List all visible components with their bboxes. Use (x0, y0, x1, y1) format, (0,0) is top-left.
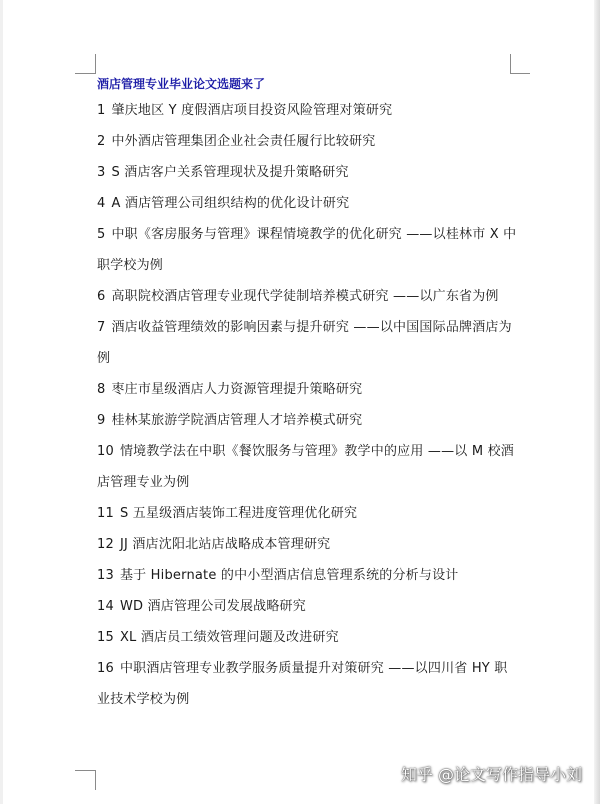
crop-mark-bottom-left (95, 770, 96, 790)
item-number: 3 (97, 165, 106, 180)
topic-list (97, 95, 517, 715)
item-text: 酒店收益管理绩效的影响因素与提升研究 ——以中国国际品牌酒店为例 (97, 320, 512, 366)
list-item (97, 653, 517, 715)
item-text: 中职酒店管理专业教学服务质量提升对策研究 ——以四川省 HY 职业技术学校为例 (97, 661, 508, 707)
item-text: 肇庆地区 Y 度假酒店项目投资风险管理对策研究 (111, 103, 393, 118)
item-number: 11 (97, 506, 114, 521)
list-item (97, 374, 517, 405)
crop-mark-top-left (95, 54, 96, 74)
item-number: 4 (97, 196, 106, 211)
page-edge-right (594, 0, 600, 804)
item-number: 12 (97, 537, 114, 552)
item-text: S 酒店客户关系管理现状及提升策略研究 (111, 165, 349, 180)
item-number: 5 (97, 227, 106, 242)
item-number: 2 (97, 134, 106, 149)
list-item (97, 157, 517, 188)
item-number: 16 (97, 661, 114, 676)
item-number: 14 (97, 599, 114, 614)
page-edge-left (0, 0, 3, 804)
list-item (97, 529, 517, 560)
crop-mark-top-left (75, 73, 95, 74)
list-item (97, 312, 517, 374)
list-item (97, 436, 517, 498)
item-text: WD 酒店管理公司发展战略研究 (119, 599, 306, 614)
crop-mark-top-right (510, 54, 511, 74)
list-item (97, 95, 517, 126)
item-text: 中外酒店管理集团企业社会责任履行比较研究 (111, 134, 376, 149)
watermark: 知乎 @论文写作指导小刘 (400, 765, 582, 784)
list-item (97, 622, 517, 653)
item-text: 桂林某旅游学院酒店管理人才培养模式研究 (111, 413, 363, 428)
item-number: 8 (97, 382, 106, 397)
item-text: S 五星级酒店装饰工程进度管理优化研究 (119, 506, 358, 521)
item-number: 9 (97, 413, 106, 428)
item-number: 15 (97, 630, 114, 645)
item-text: 中职《客房服务与管理》课程情境教学的优化研究 ——以桂林市 X 中职学校为例 (97, 227, 517, 273)
item-text: XL 酒店员工绩效管理问题及改进研究 (119, 630, 339, 645)
item-text: 情境教学法在中职《餐饮服务与管理》教学中的应用 ——以 M 校酒店管理专业为例 (97, 444, 514, 490)
crop-mark-bottom-left (75, 770, 95, 771)
document-title: 酒店管理专业毕业论文选题来了 (97, 77, 266, 91)
item-text: JJ 酒店沈阳北站店战略成本管理研究 (119, 537, 331, 552)
item-number: 13 (97, 568, 114, 583)
item-text: A 酒店管理公司组织结构的优化设计研究 (111, 196, 350, 211)
item-number: 10 (97, 444, 114, 459)
list-item (97, 126, 517, 157)
list-item (97, 560, 517, 591)
item-text: 枣庄市星级酒店人力资源管理提升策略研究 (111, 382, 363, 397)
crop-mark-top-right (510, 73, 530, 74)
list-item (97, 498, 517, 529)
item-text: 基于 Hibernate 的中小型酒店信息管理系统的分析与设计 (119, 568, 459, 583)
list-item (97, 591, 517, 622)
list-item (97, 281, 517, 312)
item-number: 7 (97, 320, 106, 335)
list-item (97, 405, 517, 436)
item-number: 6 (97, 289, 106, 304)
list-item (97, 188, 517, 219)
list-item (97, 219, 517, 281)
item-text: 高职院校酒店管理专业现代学徒制培养模式研究 ——以广东省为例 (111, 289, 499, 304)
item-number: 1 (97, 103, 106, 118)
